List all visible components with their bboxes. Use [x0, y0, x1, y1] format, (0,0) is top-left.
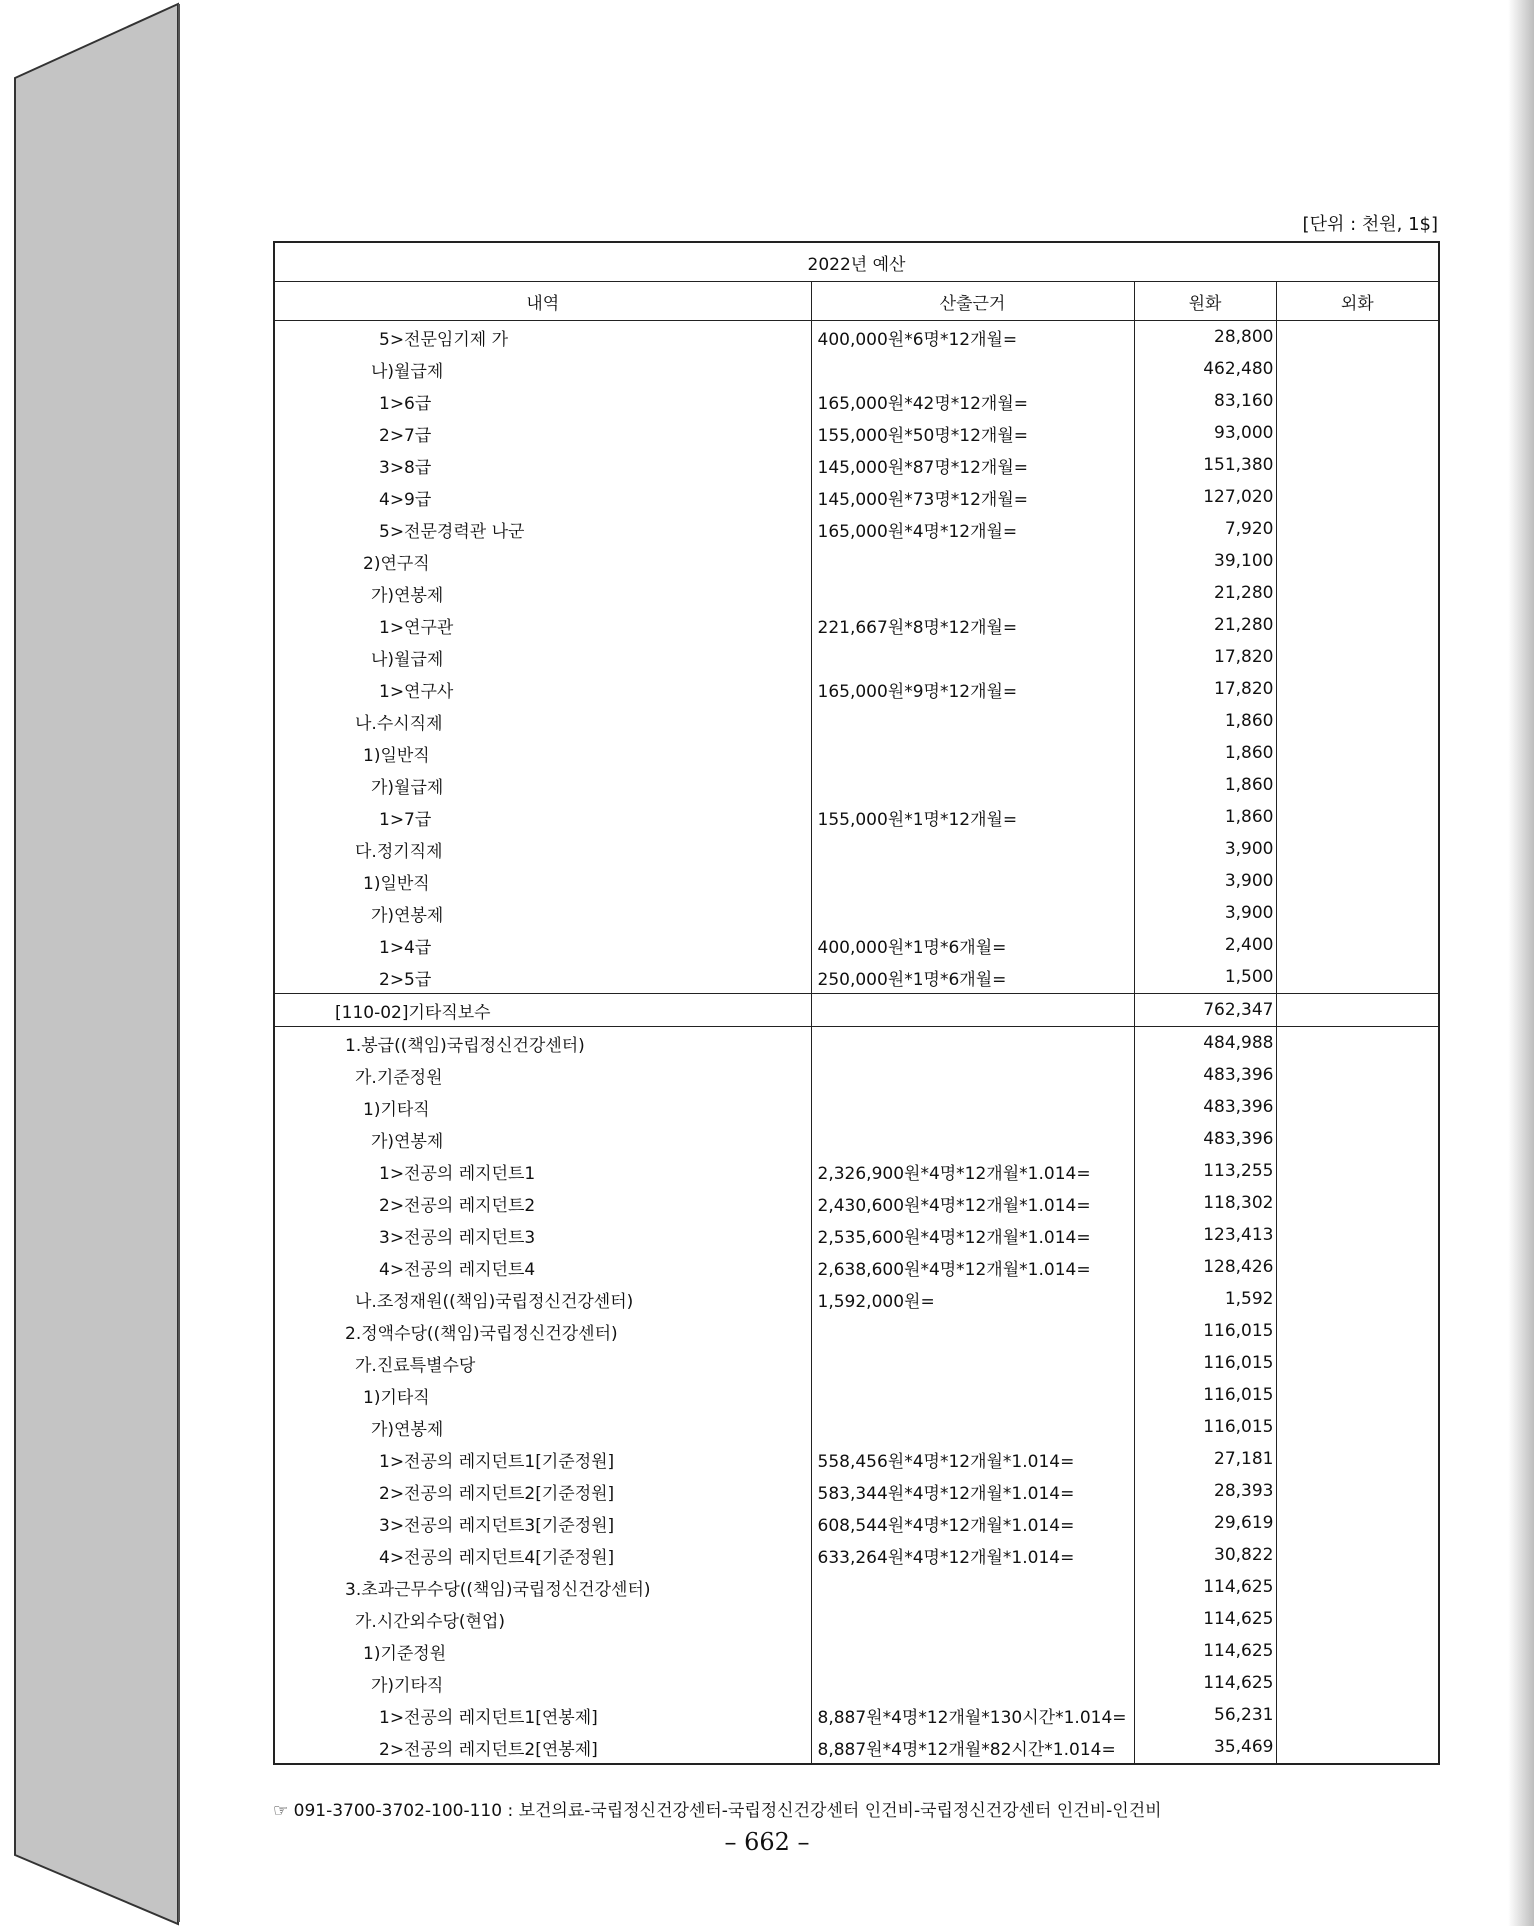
row-fx — [1276, 865, 1439, 897]
row-item: 가.기준정원 — [274, 1059, 811, 1091]
table-row — [274, 1603, 1439, 1635]
row-item: 1)일반직 — [274, 737, 811, 769]
row-item: 1)기준정원 — [274, 1635, 811, 1667]
row-basis: 2,430,600원*4명*12개월*1.014= — [811, 1187, 1134, 1219]
row-fx — [1276, 1315, 1439, 1347]
row-basis: 165,000원*4명*12개월= — [811, 513, 1134, 545]
row-basis — [811, 577, 1134, 609]
row-krw: 151,380 — [1134, 449, 1276, 481]
row-krw: 116,015 — [1134, 1315, 1276, 1347]
row-fx — [1276, 545, 1439, 577]
row-krw: 114,625 — [1134, 1635, 1276, 1667]
row-krw: 483,396 — [1134, 1059, 1276, 1091]
row-krw: 21,280 — [1134, 609, 1276, 641]
table-row — [274, 1315, 1439, 1347]
row-basis: 145,000원*73명*12개월= — [811, 481, 1134, 513]
row-item: 1>연구사 — [274, 673, 811, 705]
row-basis: 608,544원*4명*12개월*1.014= — [811, 1507, 1134, 1539]
row-basis — [811, 545, 1134, 577]
header-fx: 외화 — [1276, 282, 1439, 321]
table-row — [274, 449, 1439, 481]
row-basis: 165,000원*42명*12개월= — [811, 385, 1134, 417]
row-basis — [811, 1059, 1134, 1091]
row-fx — [1276, 1411, 1439, 1443]
page-shadow — [1508, 0, 1534, 1926]
row-fx — [1276, 673, 1439, 705]
table-row — [274, 801, 1439, 833]
row-item: 2.정액수당((책임)국립정신건강센터) — [274, 1315, 811, 1347]
row-item: 1>6급 — [274, 385, 811, 417]
row-krw: 462,480 — [1134, 353, 1276, 385]
row-fx — [1276, 737, 1439, 769]
row-basis — [811, 897, 1134, 929]
row-fx — [1276, 1507, 1439, 1539]
row-basis — [811, 1123, 1134, 1155]
table-row — [274, 1539, 1439, 1571]
table-row — [274, 833, 1439, 865]
row-fx — [1276, 1347, 1439, 1379]
row-basis — [811, 705, 1134, 737]
row-krw: 113,255 — [1134, 1155, 1276, 1187]
table-row — [274, 513, 1439, 545]
row-krw: 483,396 — [1134, 1091, 1276, 1123]
row-krw: 1,500 — [1134, 961, 1276, 994]
row-krw: 1,860 — [1134, 705, 1276, 737]
row-krw: 114,625 — [1134, 1667, 1276, 1699]
table-row — [274, 1571, 1439, 1603]
row-basis: 583,344원*4명*12개월*1.014= — [811, 1475, 1134, 1507]
row-item: 3>8급 — [274, 449, 811, 481]
row-fx — [1276, 1091, 1439, 1123]
row-item: 가)연봉제 — [274, 897, 811, 929]
row-basis — [811, 1315, 1134, 1347]
row-krw: 28,393 — [1134, 1475, 1276, 1507]
budget-table — [273, 241, 1440, 1765]
row-fx — [1276, 1699, 1439, 1731]
row-fx — [1276, 1155, 1439, 1187]
row-basis: 8,887원*4명*12개월*130시간*1.014= — [811, 1699, 1134, 1731]
row-item: 1>연구관 — [274, 609, 811, 641]
table-row — [274, 1411, 1439, 1443]
row-basis — [811, 737, 1134, 769]
row-fx — [1276, 353, 1439, 385]
table-row — [274, 321, 1439, 354]
row-krw: 21,280 — [1134, 577, 1276, 609]
row-basis — [811, 1411, 1134, 1443]
row-item: 3.초과근무수당((책임)국립정신건강센터) — [274, 1571, 811, 1603]
row-item: 2>전공의 레지던트2 — [274, 1187, 811, 1219]
row-item: 가)기타직 — [274, 1667, 811, 1699]
row-fx — [1276, 481, 1439, 513]
row-krw: 17,820 — [1134, 641, 1276, 673]
row-item: 4>전공의 레지던트4 — [274, 1251, 811, 1283]
table-row — [274, 705, 1439, 737]
row-item: 3>전공의 레지던트3[기준정원] — [274, 1507, 811, 1539]
row-krw: 2,400 — [1134, 929, 1276, 961]
row-krw: 1,860 — [1134, 737, 1276, 769]
row-krw: 3,900 — [1134, 865, 1276, 897]
table-row — [274, 1251, 1439, 1283]
table-row — [274, 769, 1439, 801]
row-basis: 155,000원*1명*12개월= — [811, 801, 1134, 833]
row-fx — [1276, 609, 1439, 641]
row-krw: 3,900 — [1134, 897, 1276, 929]
table-row — [274, 1059, 1439, 1091]
row-fx — [1276, 1027, 1439, 1060]
page-number: – 662 – — [724, 1828, 810, 1856]
row-item: 1>4급 — [274, 929, 811, 961]
row-krw: 30,822 — [1134, 1539, 1276, 1571]
row-krw: 27,181 — [1134, 1443, 1276, 1475]
row-basis: 155,000원*50명*12개월= — [811, 417, 1134, 449]
row-fx — [1276, 1635, 1439, 1667]
row-krw: 116,015 — [1134, 1379, 1276, 1411]
table-row — [274, 1635, 1439, 1667]
row-item: [110-02]기타직보수 — [274, 994, 811, 1027]
table-row — [274, 641, 1439, 673]
row-item: 2>7급 — [274, 417, 811, 449]
row-krw: 93,000 — [1134, 417, 1276, 449]
row-fx — [1276, 321, 1439, 354]
unit-label: [단위 : 천원, 1$] — [1302, 214, 1438, 235]
table-row — [274, 1187, 1439, 1219]
row-fx — [1276, 1059, 1439, 1091]
row-item: 5>전문임기제 가 — [274, 321, 811, 354]
table-row — [274, 1155, 1439, 1187]
row-krw: 1,860 — [1134, 769, 1276, 801]
row-fx — [1276, 1603, 1439, 1635]
row-item: 2)연구직 — [274, 545, 811, 577]
row-basis — [811, 833, 1134, 865]
row-item: 1)기타직 — [274, 1091, 811, 1123]
row-krw: 762,347 — [1134, 994, 1276, 1027]
row-basis — [811, 1091, 1134, 1123]
row-fx — [1276, 961, 1439, 994]
row-item: 가.진료특별수당 — [274, 1347, 811, 1379]
row-basis: 633,264원*4명*12개월*1.014= — [811, 1539, 1134, 1571]
row-item: 가)월급제 — [274, 769, 811, 801]
table-row — [274, 1507, 1439, 1539]
row-basis: 2,326,900원*4명*12개월*1.014= — [811, 1155, 1134, 1187]
table-row — [274, 1379, 1439, 1411]
row-item: 다.정기직제 — [274, 833, 811, 865]
row-fx — [1276, 1475, 1439, 1507]
row-basis — [811, 1603, 1134, 1635]
row-krw: 114,625 — [1134, 1603, 1276, 1635]
row-item: 5>전문경력관 나군 — [274, 513, 811, 545]
book-spine-graphic — [0, 0, 180, 1926]
table-row — [274, 1123, 1439, 1155]
row-krw: 17,820 — [1134, 673, 1276, 705]
row-item: 가)연봉제 — [274, 1123, 811, 1155]
table-row — [274, 481, 1439, 513]
row-item: 가)연봉제 — [274, 577, 811, 609]
row-basis: 1,592,000원= — [811, 1283, 1134, 1315]
row-item: 나)월급제 — [274, 641, 811, 673]
table-row — [274, 1731, 1439, 1764]
table-row — [274, 929, 1439, 961]
row-item: 가)연봉제 — [274, 1411, 811, 1443]
table-row — [274, 1443, 1439, 1475]
row-item: 나)월급제 — [274, 353, 811, 385]
row-item: 가.시간외수당(현업) — [274, 1603, 811, 1635]
row-fx — [1276, 449, 1439, 481]
row-fx — [1276, 417, 1439, 449]
row-fx — [1276, 385, 1439, 417]
row-item: 1)일반직 — [274, 865, 811, 897]
row-basis: 2,535,600원*4명*12개월*1.014= — [811, 1219, 1134, 1251]
table-row — [274, 897, 1439, 929]
table-row — [274, 1283, 1439, 1315]
row-fx — [1276, 1443, 1439, 1475]
row-item: 1>7급 — [274, 801, 811, 833]
row-fx — [1276, 1667, 1439, 1699]
row-fx — [1276, 897, 1439, 929]
row-basis: 2,638,600원*4명*12개월*1.014= — [811, 1251, 1134, 1283]
row-item: 4>전공의 레지던트4[기준정원] — [274, 1539, 811, 1571]
row-krw: 3,900 — [1134, 833, 1276, 865]
row-krw: 116,015 — [1134, 1347, 1276, 1379]
table-row — [274, 994, 1439, 1027]
row-fx — [1276, 641, 1439, 673]
table-row — [274, 1475, 1439, 1507]
row-basis: 145,000원*87명*12개월= — [811, 449, 1134, 481]
row-fx — [1276, 833, 1439, 865]
row-item: 1>전공의 레지던트1[기준정원] — [274, 1443, 811, 1475]
row-fx — [1276, 1539, 1439, 1571]
row-item: 2>5급 — [274, 961, 811, 994]
row-fx — [1276, 1283, 1439, 1315]
row-basis: 558,456원*4명*12개월*1.014= — [811, 1443, 1134, 1475]
row-item: 나.수시직제 — [274, 705, 811, 737]
row-basis — [811, 1347, 1134, 1379]
row-krw: 83,160 — [1134, 385, 1276, 417]
row-krw: 116,015 — [1134, 1411, 1276, 1443]
table-row — [274, 737, 1439, 769]
row-fx — [1276, 929, 1439, 961]
row-basis: 8,887원*4명*12개월*82시간*1.014= — [811, 1731, 1134, 1764]
table-body — [274, 321, 1439, 1765]
row-fx — [1276, 577, 1439, 609]
table-row — [274, 577, 1439, 609]
row-fx — [1276, 1219, 1439, 1251]
row-krw: 123,413 — [1134, 1219, 1276, 1251]
row-krw: 483,396 — [1134, 1123, 1276, 1155]
header-krw: 원화 — [1134, 282, 1276, 321]
row-krw: 118,302 — [1134, 1187, 1276, 1219]
row-krw: 128,426 — [1134, 1251, 1276, 1283]
row-krw: 39,100 — [1134, 545, 1276, 577]
row-fx — [1276, 769, 1439, 801]
row-krw: 56,231 — [1134, 1699, 1276, 1731]
row-krw: 114,625 — [1134, 1571, 1276, 1603]
row-fx — [1276, 705, 1439, 737]
table-title: 2022년 예산 — [274, 242, 1439, 282]
table-row — [274, 673, 1439, 705]
row-item: 1>전공의 레지던트1[연봉제] — [274, 1699, 811, 1731]
row-item: 3>전공의 레지던트3 — [274, 1219, 811, 1251]
row-item: 2>전공의 레지던트2[기준정원] — [274, 1475, 811, 1507]
row-basis — [811, 1635, 1134, 1667]
row-item: 4>9급 — [274, 481, 811, 513]
footer-note: ☞ 091-3700-3702-100-110 : 보건의료-국립정신건강센터-국립정신건강센터 인건비-국립정신건강센터 인건비-인건비 — [273, 1801, 1162, 1821]
table-row — [274, 1699, 1439, 1731]
row-fx — [1276, 1571, 1439, 1603]
row-fx — [1276, 1379, 1439, 1411]
row-item: 나.조정재원((책임)국립정신건강센터) — [274, 1283, 811, 1315]
row-krw: 7,920 — [1134, 513, 1276, 545]
row-basis: 400,000원*1명*6개월= — [811, 929, 1134, 961]
row-fx — [1276, 1251, 1439, 1283]
row-item: 1>전공의 레지던트1 — [274, 1155, 811, 1187]
row-krw: 1,860 — [1134, 801, 1276, 833]
row-basis: 400,000원*6명*12개월= — [811, 321, 1134, 354]
row-krw: 29,619 — [1134, 1507, 1276, 1539]
header-basis: 산출근거 — [811, 282, 1134, 321]
table-row — [274, 385, 1439, 417]
row-basis — [811, 641, 1134, 673]
row-item: 1)기타직 — [274, 1379, 811, 1411]
row-krw: 484,988 — [1134, 1027, 1276, 1060]
table-row — [274, 1667, 1439, 1699]
row-krw: 35,469 — [1134, 1731, 1276, 1764]
row-fx — [1276, 1123, 1439, 1155]
row-fx — [1276, 513, 1439, 545]
table-row — [274, 353, 1439, 385]
header-item: 내역 — [274, 282, 811, 321]
table-row — [274, 961, 1439, 994]
row-basis: 221,667원*8명*12개월= — [811, 609, 1134, 641]
row-basis — [811, 1667, 1134, 1699]
row-basis — [811, 1571, 1134, 1603]
table-row — [274, 545, 1439, 577]
row-fx — [1276, 994, 1439, 1027]
row-item: 1.봉급((책임)국립정신건강센터) — [274, 1027, 811, 1060]
row-krw: 28,800 — [1134, 321, 1276, 354]
row-basis — [811, 1379, 1134, 1411]
table-row — [274, 865, 1439, 897]
table-row — [274, 1219, 1439, 1251]
row-fx — [1276, 1731, 1439, 1764]
table-row — [274, 1091, 1439, 1123]
table-row — [274, 1027, 1439, 1060]
row-basis: 165,000원*9명*12개월= — [811, 673, 1134, 705]
row-basis — [811, 1027, 1134, 1060]
table-row — [274, 609, 1439, 641]
row-basis — [811, 994, 1134, 1027]
row-fx — [1276, 801, 1439, 833]
row-basis: 250,000원*1명*6개월= — [811, 961, 1134, 994]
row-item: 2>전공의 레지던트2[연봉제] — [274, 1731, 811, 1764]
row-krw: 127,020 — [1134, 481, 1276, 513]
table-row — [274, 1347, 1439, 1379]
row-basis — [811, 865, 1134, 897]
table-row — [274, 417, 1439, 449]
row-basis — [811, 353, 1134, 385]
row-krw: 1,592 — [1134, 1283, 1276, 1315]
row-basis — [811, 769, 1134, 801]
row-fx — [1276, 1187, 1439, 1219]
